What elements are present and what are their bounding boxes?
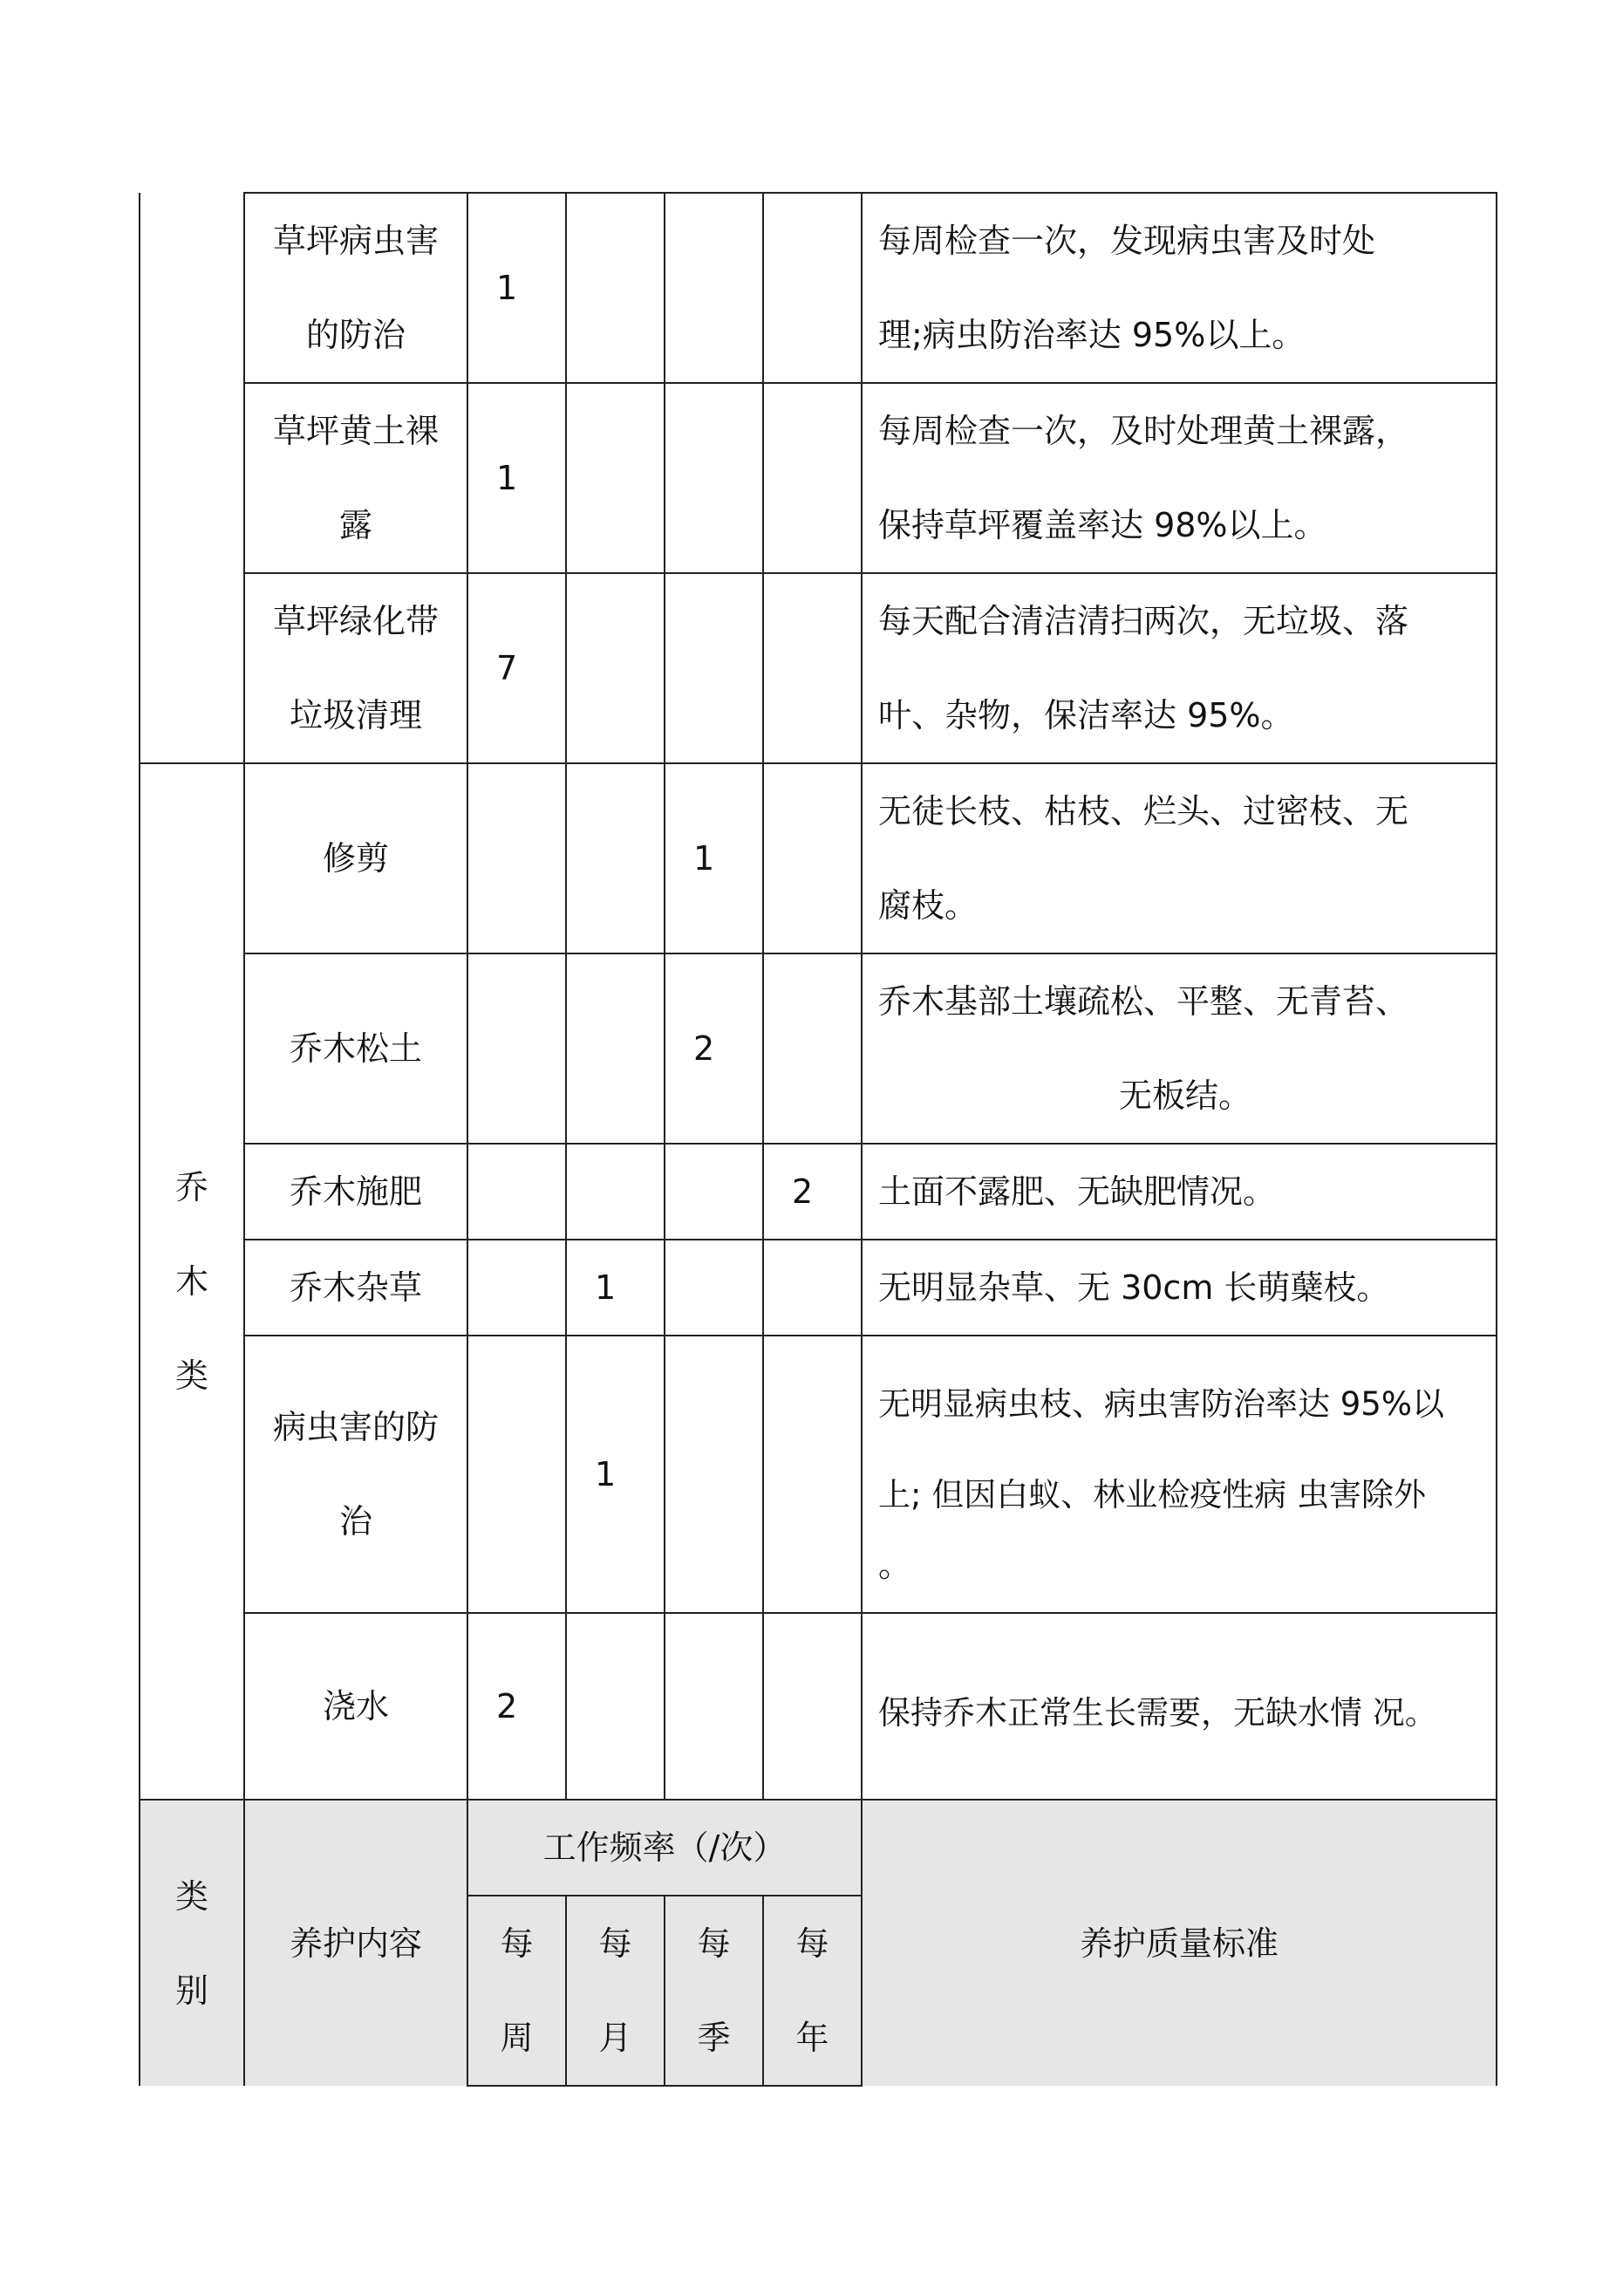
header-yearly	[763, 1896, 862, 2086]
content-line: 病虫害的防	[272, 1408, 439, 1446]
yearly-cell	[763, 1240, 862, 1336]
table-row	[140, 193, 1497, 383]
quarterly-cell	[665, 1240, 763, 1336]
standard-line: 保持草坪覆盖率达 98%以上。	[878, 506, 1327, 544]
yearly-cell	[763, 1336, 862, 1613]
monthly-cell	[566, 193, 665, 383]
header-char: 每	[598, 1924, 632, 1963]
table-row	[140, 953, 1497, 1144]
content-cell: 乔木施肥	[244, 1144, 467, 1240]
header-char: 月	[598, 2019, 632, 2057]
table-row	[140, 383, 1497, 573]
header-category	[140, 1800, 244, 2086]
weekly-cell: 2	[467, 1613, 566, 1800]
quarterly-cell	[665, 1613, 763, 1800]
header-standard: 养护质量标准	[862, 1800, 1497, 2086]
weekly-cell	[467, 1336, 566, 1613]
weekly-cell: 1	[467, 193, 566, 383]
standard-cell	[862, 1336, 1497, 1613]
standard-line: 无明显病虫枝、病虫害防治率达 95%以	[878, 1385, 1444, 1423]
standard-line: 无徒长枝、枯枝、烂头、过密枝、无	[878, 792, 1409, 830]
table-row	[140, 573, 1497, 763]
standard-line: 上; 但因白蚁、林业检疫性病 虫害除外	[878, 1476, 1426, 1514]
yearly-cell: 2	[763, 1144, 862, 1240]
header-row	[140, 1800, 1497, 1896]
standard-line: 无板结。	[1118, 1076, 1251, 1115]
content-line: 治	[338, 1502, 372, 1541]
header-char: 每	[500, 1924, 534, 1963]
category-char: 类	[174, 1356, 208, 1395]
content-line: 露	[338, 506, 372, 544]
standard-line: 保持乔木正常生长需要，无缺水情 况。	[878, 1694, 1437, 1732]
yearly-cell	[763, 383, 862, 573]
quarterly-cell: 2	[665, 953, 763, 1144]
standard-cell	[862, 383, 1497, 573]
monthly-cell	[566, 1144, 665, 1240]
weekly-cell: 7	[467, 573, 566, 763]
content-line: 草坪绿化带	[272, 602, 439, 640]
header-weekly	[467, 1896, 566, 2086]
content-cell	[244, 573, 467, 763]
yearly-cell	[763, 1613, 862, 1800]
header-monthly	[566, 1896, 665, 2086]
standard-line: 乔木基部土壤疏松、平整、无青苔、	[878, 982, 1409, 1021]
standard-line: 每周检查一次，发现病虫害及时处	[878, 222, 1376, 260]
header-char: 别	[174, 1971, 208, 2010]
quarterly-cell: 1	[665, 763, 763, 953]
quarterly-cell	[665, 1144, 763, 1240]
header-char: 周	[500, 2019, 534, 2057]
content-line: 的防治	[305, 316, 406, 354]
standard-line: 腐枝。	[878, 886, 979, 925]
yearly-cell	[763, 763, 862, 953]
content-cell	[244, 1336, 467, 1613]
header-char: 年	[795, 2019, 829, 2057]
standard-line: 土面不露肥、无缺肥情况。	[878, 1172, 1277, 1211]
content-cell: 浇水	[244, 1613, 467, 1800]
category-char: 木	[174, 1262, 208, 1301]
standard-line: 每天配合清洁清扫两次，无垃圾、落	[878, 602, 1409, 640]
category-cell-continued	[140, 193, 244, 763]
standard-line: 。	[878, 1546, 912, 1584]
weekly-cell	[467, 1144, 566, 1240]
yearly-cell	[763, 953, 862, 1144]
content-line: 垃圾清理	[289, 696, 422, 735]
weekly-cell: 1	[467, 383, 566, 573]
header-char: 类	[174, 1876, 208, 1916]
standard-cell	[862, 953, 1497, 1144]
category-char: 乔	[174, 1168, 208, 1206]
table-row	[140, 1144, 1497, 1240]
category-cell-tree	[140, 763, 244, 1800]
standard-line: 每周检查一次，及时处理黄土裸露，	[878, 412, 1409, 450]
maintenance-table	[139, 192, 1497, 2087]
header-content: 养护内容	[244, 1800, 467, 2086]
standard-line: 无明显杂草、无 30cm 长萌蘖枝。	[878, 1268, 1390, 1307]
content-cell	[244, 383, 467, 573]
content-line: 草坪病虫害	[272, 222, 439, 260]
standard-line: 叶、杂物，保洁率达 95%。	[878, 696, 1294, 735]
monthly-cell	[566, 763, 665, 953]
content-cell: 乔木松土	[244, 953, 467, 1144]
header-char: 季	[697, 2019, 731, 2057]
quarterly-cell	[665, 383, 763, 573]
yearly-cell	[763, 573, 862, 763]
monthly-cell	[566, 1613, 665, 1800]
monthly-cell: 1	[566, 1240, 665, 1336]
table-row	[140, 1613, 1497, 1800]
content-cell: 修剪	[244, 763, 467, 953]
standard-cell	[862, 1144, 1497, 1240]
header-quarterly	[665, 1896, 763, 2086]
header-char: 每	[795, 1924, 829, 1963]
table-row	[140, 763, 1497, 953]
standard-cell	[862, 573, 1497, 763]
monthly-cell	[566, 383, 665, 573]
monthly-cell: 1	[566, 1336, 665, 1613]
monthly-cell	[566, 573, 665, 763]
standard-cell	[862, 193, 1497, 383]
table-row	[140, 1336, 1497, 1613]
standard-cell	[862, 1613, 1497, 1800]
header-frequency: 工作频率（/次）	[467, 1800, 862, 1896]
quarterly-cell	[665, 193, 763, 383]
weekly-cell	[467, 953, 566, 1144]
standard-line: 理;病虫防治率达 95%以上。	[878, 316, 1306, 354]
standard-cell	[862, 1240, 1497, 1336]
table-row	[140, 1240, 1497, 1336]
content-cell	[244, 193, 467, 383]
weekly-cell	[467, 1240, 566, 1336]
content-line: 草坪黄土裸	[272, 412, 439, 450]
yearly-cell	[763, 193, 862, 383]
standard-cell	[862, 763, 1497, 953]
header-char: 每	[697, 1924, 731, 1963]
quarterly-cell	[665, 573, 763, 763]
monthly-cell	[566, 953, 665, 1144]
content-cell: 乔木杂草	[244, 1240, 467, 1336]
quarterly-cell	[665, 1336, 763, 1613]
weekly-cell	[467, 763, 566, 953]
